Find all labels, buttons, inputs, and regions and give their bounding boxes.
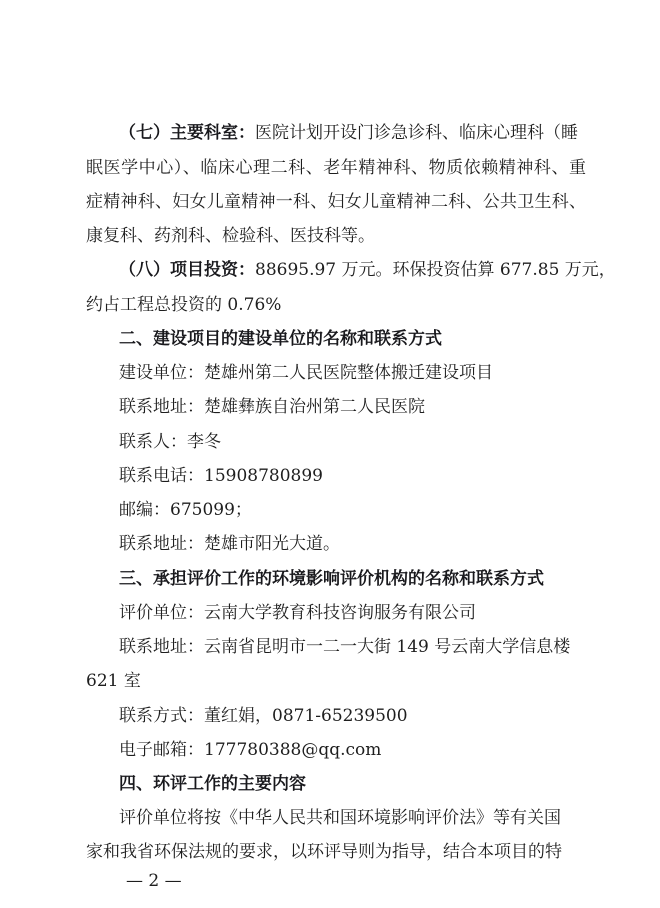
heading-2: 二、建设项目的建设单位的名称和联系方式 [119,329,442,349]
heading-3: 三、承担评价工作的环境影响评价机构的名称和联系方式 [119,569,544,589]
section7-label: （七）主要科室： [119,123,255,143]
evaluator-address-line2: 621 室 [86,671,141,691]
builder-postcode: 邮编：675099； [119,500,252,520]
body4-line1: 评价单位将按《中华人民共和国环境影响评价法》等有关国 [119,808,561,828]
section7-line4: 康复科、药剂科、检验科、医技科等。 [86,226,375,246]
section8-line2: 约占工程总投资的 0.76% [86,295,282,315]
builder-address-2: 联系地址：楚雄市阳光大道。 [119,534,340,554]
evaluator-email: 电子邮箱：177780388@qq.com [119,740,382,760]
evaluator-address-line1: 联系地址：云南省昆明市一二一大街 149 号云南大学信息楼 [119,637,571,657]
section8-text-1: 88695.97 万元。环保投资估算 677.85 万元， [255,260,616,280]
builder-phone: 联系电话：15908780899 [119,466,323,486]
section7-line3: 症精神科、妇女儿童精神一科、妇女儿童精神二科、公共卫生科、 [86,192,586,212]
section7-line2: 眠医学中心）、临床心理二科、老年精神科、物质依赖精神科、重 [86,158,586,178]
builder-unit: 建设单位：楚雄州第二人民医院整体搬迁建设项目 [119,363,493,383]
section8-label: （八）项目投资： [119,260,255,280]
page-number: — 2 — [126,871,182,891]
section7-line1 [119,122,619,144]
section8-line1 [119,259,619,281]
builder-address: 联系地址：楚雄彝族自治州第二人民医院 [119,397,425,417]
section7-text-1: 医院计划开设门诊急诊科、临床心理科（睡 [255,123,578,143]
heading-4: 四、环评工作的主要内容 [119,774,306,794]
evaluator-contact: 联系方式：董红娟，0871-65239500 [119,706,408,726]
body4-line2: 家和我省环保法规的要求，以环评导则为指导，结合本项目的特 [86,842,562,862]
builder-contact: 联系人：李冬 [119,432,221,452]
evaluator-unit: 评价单位：云南大学教育科技咨询服务有限公司 [119,603,476,623]
